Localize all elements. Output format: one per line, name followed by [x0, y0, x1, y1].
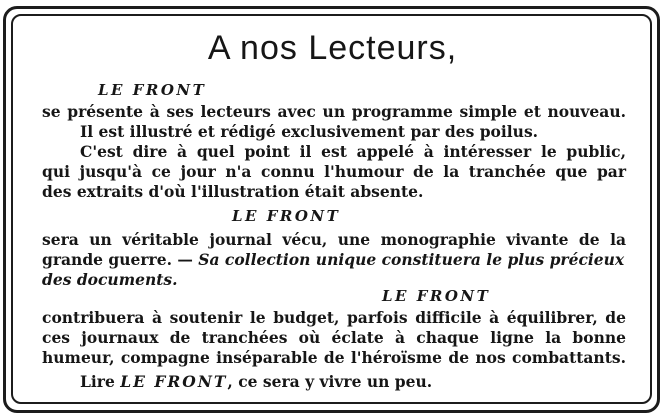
- block1-line-2: Il est illustré et rédigé exclusivement par des poilus.: [80, 122, 539, 141]
- block3-line-3: humeur, compagne inséparable de l'héroïsme de nos combattants.: [42, 348, 626, 367]
- closing-brand: LE FRONT: [120, 372, 228, 391]
- block1-line-3: C'est dire à quel point il est appelé à intéresser le public,: [80, 142, 626, 161]
- closing-after: , ce sera y vivre un peu.: [227, 372, 433, 391]
- closing-line: [80, 372, 432, 392]
- closing-before: Lire: [80, 372, 121, 391]
- brand-heading-3: LE FRONT: [382, 287, 491, 305]
- block2-line-2-plain: grande guerre. —: [42, 250, 199, 269]
- block2-line-1: sera un véritable journal vécu, une monographie vivante de la: [42, 230, 626, 249]
- block3-line-2: ces journaux de tranchées où éclate à chaque ligne la bonne: [42, 328, 626, 347]
- block2-line-2-italic: Sa collection unique constituera le plus précieux: [198, 250, 625, 269]
- block1-line-1: se présente à ses lecteurs avec un programme simple et nouveau.: [42, 102, 626, 121]
- block1-line-4: qui jusqu'à ce jour n'a connu l'humour de la tranchée que par: [42, 162, 626, 181]
- block2-line-2: [42, 250, 624, 270]
- block2-line-3: des documents.: [42, 270, 178, 289]
- block1-line-5: des extraits d'où l'illustration était absente.: [42, 182, 424, 201]
- brand-heading-2: LE FRONT: [232, 207, 341, 225]
- block3-line-1: contribuera à soutenir le budget, parfois difficile à équilibrer, de: [42, 308, 626, 327]
- brand-heading-1: LE FRONT: [98, 81, 207, 99]
- page-title: A nos Lecteurs,: [207, 29, 458, 67]
